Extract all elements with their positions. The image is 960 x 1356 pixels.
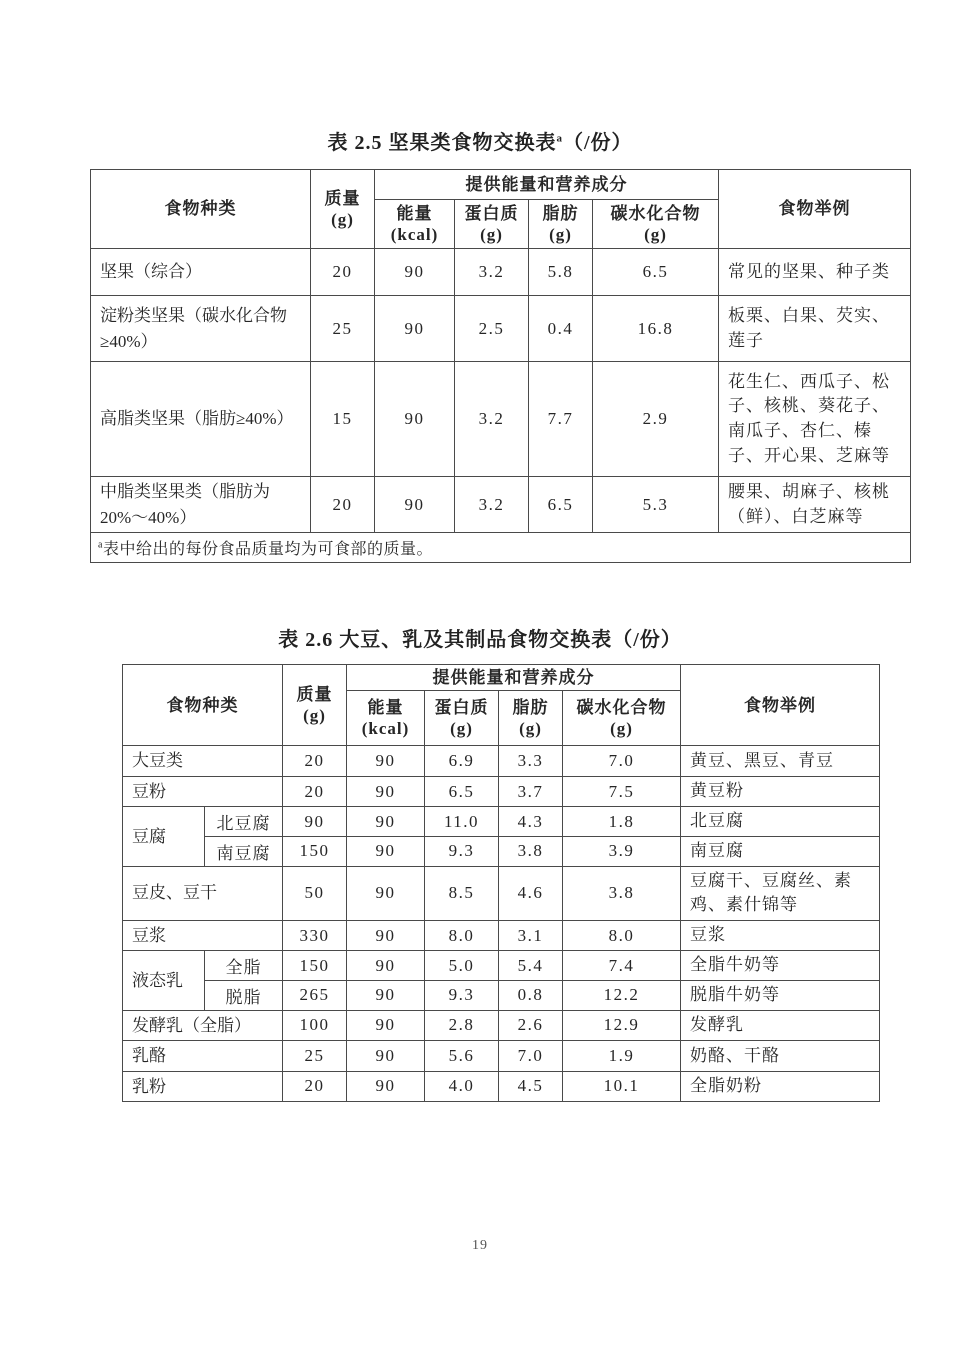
header-food-type: 食物种类 <box>91 170 311 249</box>
cell-carb: 5.3 <box>593 477 719 533</box>
cell-examples: 全脂奶粉 <box>681 1071 880 1102</box>
cell-energy: 90 <box>347 866 425 920</box>
cell-food-type: 大豆类 <box>123 746 283 777</box>
cell-food-group: 液态乳 <box>123 951 205 1010</box>
cell-examples: 板栗、白果、芡实、莲子 <box>719 296 911 362</box>
cell-mass: 15 <box>311 362 375 477</box>
cell-mass: 150 <box>283 951 347 981</box>
cell-mass: 90 <box>283 807 347 837</box>
cell-examples: 脱脂牛奶等 <box>681 980 880 1010</box>
header-examples: 食物举例 <box>681 665 880 746</box>
table-row <box>123 807 880 837</box>
cell-food-subtype: 北豆腐 <box>205 807 283 837</box>
cell-energy: 90 <box>347 807 425 837</box>
table-row <box>91 477 911 533</box>
cell-fat: 4.5 <box>499 1071 563 1102</box>
cell-examples: 发酵乳 <box>681 1010 880 1041</box>
cell-carb: 8.0 <box>563 920 681 951</box>
cell-food-type: 淀粉类坚果（碳水化合物≥40%） <box>91 296 311 362</box>
cell-energy: 90 <box>347 776 425 807</box>
header-carb: 碳水化合物 (g) <box>563 691 681 746</box>
cell-mass: 25 <box>311 296 375 362</box>
cell-examples: 黄豆粉 <box>681 776 880 807</box>
table-row <box>91 296 911 362</box>
cell-food-type: 坚果（综合） <box>91 249 311 296</box>
cell-food-type: 高脂类坚果（脂肪≥40%） <box>91 362 311 477</box>
cell-mass: 20 <box>283 746 347 777</box>
cell-examples: 豆腐干、豆腐丝、素鸡、素什锦等 <box>681 866 880 920</box>
cell-food-type: 豆粉 <box>123 776 283 807</box>
cell-mass: 20 <box>311 249 375 296</box>
cell-fat: 4.6 <box>499 866 563 920</box>
cell-energy: 90 <box>375 296 455 362</box>
cell-food-type: 乳粉 <box>123 1071 283 1102</box>
table-row <box>91 362 911 477</box>
cell-fat: 5.4 <box>499 951 563 981</box>
cell-protein: 2.8 <box>425 1010 499 1041</box>
table-footnote <box>91 533 911 563</box>
table-row <box>123 920 880 951</box>
cell-mass: 330 <box>283 920 347 951</box>
cell-protein: 11.0 <box>425 807 499 837</box>
table-row <box>123 1071 880 1102</box>
cell-energy: 90 <box>347 951 425 981</box>
cell-fat: 6.5 <box>529 477 593 533</box>
cell-food-group: 豆腐 <box>123 807 205 866</box>
cell-food-type: 豆浆 <box>123 920 283 951</box>
cell-protein: 5.6 <box>425 1041 499 1072</box>
cell-carb: 10.1 <box>563 1071 681 1102</box>
table-2-5-nuts-exchange <box>90 169 911 563</box>
cell-energy: 90 <box>375 362 455 477</box>
table-row <box>123 1010 880 1041</box>
cell-protein: 3.2 <box>455 362 529 477</box>
cell-fat: 5.8 <box>529 249 593 296</box>
table-row <box>123 1041 880 1072</box>
table-row <box>91 170 911 200</box>
table-2-5-title-footnote-mark: a <box>556 132 563 145</box>
cell-energy: 90 <box>347 746 425 777</box>
header-fat: 脂肪 (g) <box>529 200 593 249</box>
header-nutrition-group: 提供能量和营养成分 <box>375 170 719 200</box>
cell-energy: 90 <box>347 980 425 1010</box>
table-2-5-title-suffix: （/份） <box>562 132 633 154</box>
cell-protein: 5.0 <box>425 951 499 981</box>
cell-examples: 全脂牛奶等 <box>681 951 880 981</box>
cell-protein: 9.3 <box>425 836 499 866</box>
cell-fat: 3.1 <box>499 920 563 951</box>
table-row <box>123 836 880 866</box>
cell-carb: 2.9 <box>593 362 719 477</box>
cell-energy: 90 <box>375 249 455 296</box>
cell-fat: 0.4 <box>529 296 593 362</box>
cell-protein: 6.9 <box>425 746 499 777</box>
cell-mass: 20 <box>311 477 375 533</box>
header-protein: 蛋白质 (g) <box>425 691 499 746</box>
header-nutrition-group: 提供能量和营养成分 <box>347 665 681 691</box>
cell-food-type: 发酵乳（全脂） <box>123 1010 283 1041</box>
cell-carb: 12.2 <box>563 980 681 1010</box>
cell-examples: 奶酪、干酪 <box>681 1041 880 1072</box>
table-row <box>123 665 880 691</box>
cell-food-type: 乳酪 <box>123 1041 283 1072</box>
cell-protein: 4.0 <box>425 1071 499 1102</box>
cell-carb: 3.9 <box>563 836 681 866</box>
cell-protein: 9.3 <box>425 980 499 1010</box>
cell-fat: 7.0 <box>499 1041 563 1072</box>
cell-carb: 7.4 <box>563 951 681 981</box>
cell-examples: 黄豆、黑豆、青豆 <box>681 746 880 777</box>
header-examples: 食物举例 <box>719 170 911 249</box>
cell-mass: 20 <box>283 776 347 807</box>
header-energy: 能量 (kcal) <box>375 200 455 249</box>
header-protein: 蛋白质 (g) <box>455 200 529 249</box>
cell-carb: 16.8 <box>593 296 719 362</box>
header-carb: 碳水化合物 (g) <box>593 200 719 249</box>
header-mass: 质量 (g) <box>311 170 375 249</box>
table-row <box>91 533 911 563</box>
cell-food-subtype: 南豆腐 <box>205 836 283 866</box>
table-2-6-soy-dairy-exchange <box>122 664 880 1102</box>
cell-protein: 8.0 <box>425 920 499 951</box>
cell-fat: 7.7 <box>529 362 593 477</box>
cell-energy: 90 <box>347 920 425 951</box>
cell-examples: 腰果、胡麻子、核桃（鲜）、白芝麻等 <box>719 477 911 533</box>
cell-carb: 7.5 <box>563 776 681 807</box>
table-2-5-title <box>0 126 960 155</box>
header-energy: 能量 (kcal) <box>347 691 425 746</box>
header-mass: 质量 (g) <box>283 665 347 746</box>
table-row <box>123 980 880 1010</box>
cell-protein: 3.2 <box>455 477 529 533</box>
table-2-5-title-text: 表 2.5 坚果类食物交换表 <box>327 132 557 154</box>
table-row <box>123 776 880 807</box>
cell-fat: 3.8 <box>499 836 563 866</box>
cell-energy: 90 <box>375 477 455 533</box>
cell-carb: 1.8 <box>563 807 681 837</box>
cell-fat: 3.7 <box>499 776 563 807</box>
cell-mass: 150 <box>283 836 347 866</box>
cell-food-type: 豆皮、豆干 <box>123 866 283 920</box>
cell-examples: 北豆腐 <box>681 807 880 837</box>
cell-carb: 3.8 <box>563 866 681 920</box>
table-row <box>91 249 911 296</box>
cell-carb: 6.5 <box>593 249 719 296</box>
footnote-text: 表中给出的每份食品质量均为可食部的质量。 <box>102 541 433 558</box>
cell-energy: 90 <box>347 836 425 866</box>
cell-protein: 8.5 <box>425 866 499 920</box>
cell-examples: 南豆腐 <box>681 836 880 866</box>
cell-energy: 90 <box>347 1010 425 1041</box>
cell-fat: 4.3 <box>499 807 563 837</box>
cell-carb: 1.9 <box>563 1041 681 1072</box>
cell-mass: 265 <box>283 980 347 1010</box>
cell-examples: 豆浆 <box>681 920 880 951</box>
cell-protein: 2.5 <box>455 296 529 362</box>
cell-protein: 6.5 <box>425 776 499 807</box>
cell-fat: 2.6 <box>499 1010 563 1041</box>
table-row <box>123 746 880 777</box>
cell-food-subtype: 脱脂 <box>205 980 283 1010</box>
cell-examples: 花生仁、西瓜子、松子、核桃、葵花子、南瓜子、杏仁、榛子、开心果、芝麻等 <box>719 362 911 477</box>
cell-mass: 25 <box>283 1041 347 1072</box>
table-2-6-title: 表 2.6 大豆、乳及其制品食物交换表（/份） <box>278 629 682 651</box>
table-row <box>123 866 880 920</box>
cell-energy: 90 <box>347 1041 425 1072</box>
footnote-mark: a <box>98 539 103 551</box>
cell-mass: 50 <box>283 866 347 920</box>
cell-protein: 3.2 <box>455 249 529 296</box>
header-food-type: 食物种类 <box>123 665 283 746</box>
cell-fat: 3.3 <box>499 746 563 777</box>
cell-food-type: 中脂类坚果类（脂肪为20%～40%） <box>91 477 311 533</box>
cell-fat: 0.8 <box>499 980 563 1010</box>
cell-mass: 20 <box>283 1071 347 1102</box>
cell-carb: 7.0 <box>563 746 681 777</box>
cell-food-subtype: 全脂 <box>205 951 283 981</box>
header-fat: 脂肪 (g) <box>499 691 563 746</box>
cell-energy: 90 <box>347 1071 425 1102</box>
page-number: 19 <box>472 1238 488 1253</box>
cell-examples: 常见的坚果、种子类 <box>719 249 911 296</box>
table-row <box>123 951 880 981</box>
cell-carb: 12.9 <box>563 1010 681 1041</box>
cell-mass: 100 <box>283 1010 347 1041</box>
